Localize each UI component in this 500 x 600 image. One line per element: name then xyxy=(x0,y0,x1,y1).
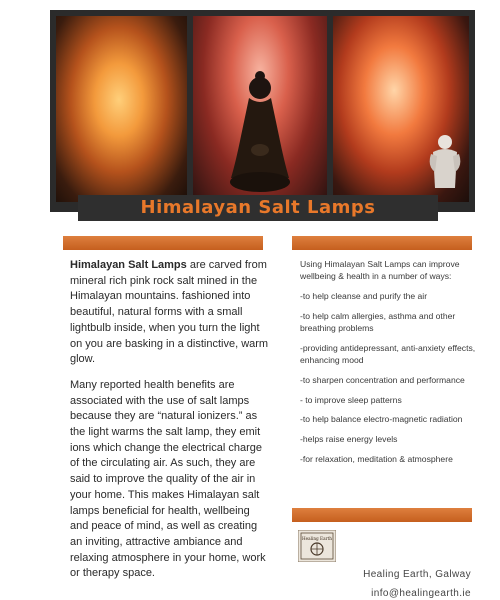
svg-text:Healing Earth: Healing Earth xyxy=(302,536,332,541)
benefit-item: -to help calm allergies, asthma and other breathing problems xyxy=(300,310,456,333)
healing-earth-logo-icon xyxy=(298,530,336,562)
salt-lamp-photo-1 xyxy=(56,16,187,202)
benefit-item: - to improve sleep patterns xyxy=(300,394,402,405)
page-title: Himalayan Salt Lamps xyxy=(78,195,438,221)
benefit-item: -to help cleanse and purify the air xyxy=(300,291,428,301)
intro-text: are carved from mineral rich pink rock salt mined in the Himalayan mountains. fashioned into beautiful, natural forms with a small lightbulb inside, when you turn the light on you are basking in a distinctive, warm glow. xyxy=(70,259,269,366)
footer-email-link[interactable]: info@healingearth.ie xyxy=(371,588,471,599)
benefit-item: -for relaxation, meditation & atmosphere xyxy=(300,453,453,464)
benefit-item: -providing antidepressant, anti-anxiety effects, enhancing mood xyxy=(300,342,476,365)
buddha-statue-icon xyxy=(229,66,291,196)
benefits-intro: Using Himalayan Salt Lamps can improve wellbeing & health in a number of ways: xyxy=(300,259,460,282)
left-accent-bar xyxy=(63,236,263,250)
intro-paragraph xyxy=(70,258,270,368)
salt-lamp-photo-3 xyxy=(333,16,469,202)
photo-band xyxy=(50,10,475,212)
intro-bold: Himalayan Salt Lamps xyxy=(70,259,187,271)
benefits-column xyxy=(300,258,480,473)
benefit-item: -to sharpen concentration and performance xyxy=(300,374,465,385)
benefits-paragraph: Many reported health benefits are associated with the use of salt lamps because they are “natural ionizers.” as the light warms the salt lamp, they emit ions which change the electrical charge of the circulating air. As such, they are said to improve the quality of the air in your home. This makes Himalayan salt lamps beneficial for health, wellbeing and peace of mind, as well as creating an inviting, attractive ambiance and relaxing atmosphere in your home, work or therapy space. xyxy=(70,378,266,580)
right-accent-bar xyxy=(292,236,472,250)
buddha-salt-lamp-photo xyxy=(193,16,327,202)
footer-business-name: Healing Earth, Galway xyxy=(363,569,471,580)
benefit-item: -to help balance electro-magnetic radiation xyxy=(300,414,463,425)
angel-figurine-icon xyxy=(429,128,461,192)
bottom-accent-bar xyxy=(292,508,472,522)
description-column xyxy=(70,258,270,592)
benefit-item: -helps raise energy levels xyxy=(300,434,398,445)
